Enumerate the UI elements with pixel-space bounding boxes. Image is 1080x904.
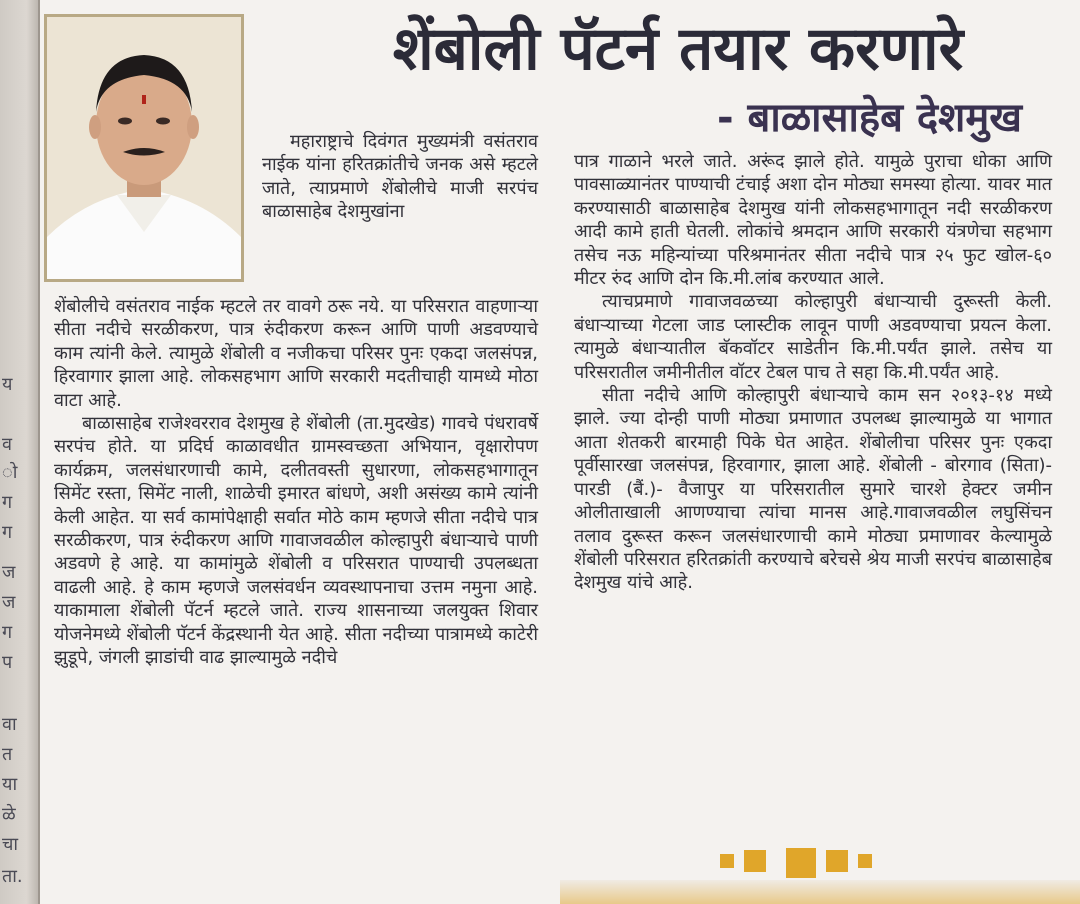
adjacent-article-strip bbox=[0, 0, 40, 904]
strip-char: ग bbox=[2, 492, 13, 513]
intro-paragraph bbox=[262, 130, 538, 224]
headline: शेंबोली पॅटर्न तयार करणारे bbox=[392, 14, 964, 84]
strip-char: ग bbox=[2, 622, 13, 643]
paragraph: त्याचप्रमाणे गावाजवळच्या कोल्हापुरी बंधाऱ्याची दुरूस्ती केली. बंधाऱ्याच्या गेटला जाड प्लास्टीक लावून पाणी अडवण्याचा प्रयत्न केला. त्यामुळे बंधाऱ्यातील बॅकवॉटर साडेतीन कि.मी.पर्यंत झाले. तसेच या परिसरातील जमीनीतील वॉटर टेबल पाच ते सहा कि.मी.पर्यंत आहे. bbox=[574, 291, 1052, 383]
ornament-square bbox=[858, 854, 872, 868]
paragraph: सीता नदीचे आणि कोल्हापुरी बंधाऱ्याचे काम सन २०१३-१४ मध्ये झाले. ज्या दोन्ही पाणी मोठ्या प्रमाणात उपलब्ध झाल्यामुळे या भागात आता शेतकरी बारमाही पिके घेत आहेत. शेंबोलीचा परिसर पुनः एकदा पूर्वीसारखा जलसंपन्न, हिरवागार, झाला आहे. शेंबोली - बोरगाव (सिता)- पारडी (बैं.)- वैजापुर या परिसरातील सुमारे चारशे हेक्टर जमीन ओलीताखाली आणण्याचा त्यांचा मानस आहे.गावाजवळील लघुसिंचन तलाव दुरूस्त करून जलसंधारणाची कामे मोठ्या प्रमाणावर केल्यामुळे शेंबोली परिसरात हरितक्रांती करण्याचे बरेचसे श्रेय माजी सरपंच बाळासाहेब देशमुख यांचे आहे. bbox=[574, 385, 1052, 594]
strip-char: व bbox=[2, 434, 13, 455]
right-column bbox=[574, 150, 1052, 595]
strip-char: ता. bbox=[2, 866, 23, 887]
ornament-square bbox=[720, 854, 734, 868]
strip-char: ळे bbox=[2, 804, 16, 825]
paragraph: शेंबोलीचे वसंतराव नाईक म्हटले तर वावगे ठरू नये. या परिसरात वाहणाऱ्या सीता नदीचे सरळीकरण, पात्र रुंदीकरण करून आणि पाणी अडवण्याचे काम त्यांनी केले. त्यामुळे शेंबोली व नजीकचा परिसर पुनः एकदा जलसंपन्न, हिरवागार झाला आहे. लोकसहभाग आणि सरकारी मदतीचाही यामध्ये मोठा वाटा आहे. bbox=[54, 296, 538, 411]
paragraph: पात्र गाळाने भरले जाते. अरूंद झाले होते. यामुळे पुराचा धोका आणि पावसाळ्यानंतर पाण्याची टंचाई अशा दोन मोठ्या समस्या होत्या. यावर मात करण्यासाठी बाळासाहेब देशमुख यांनी लोकसहभागातून नदी सरळीकरण आदी कामे हाती घेतली. लोकांचे श्रमदान आणि सरकारी यंत्रणेचा सहभाग तसेच नऊ महिन्यांच्या परिश्रमानंतर सीता नदीचे पात्र २५ फुट खोल-६० मीटर रुंद आणि दोन कि.मी.लांब करण्यात आले. bbox=[574, 151, 1052, 290]
portrait-illustration bbox=[47, 17, 241, 279]
byline: - बाळासाहेब देशमुख bbox=[717, 95, 1022, 141]
strip-char: ो bbox=[2, 462, 18, 483]
strip-char: त bbox=[2, 744, 13, 765]
ornament-square bbox=[744, 850, 766, 872]
strip-char: ज bbox=[2, 562, 16, 583]
bottom-edge bbox=[560, 880, 1080, 904]
strip-char: प bbox=[2, 652, 13, 673]
strip-char: ग bbox=[2, 522, 13, 543]
strip-char: या bbox=[2, 774, 18, 795]
strip-char: ज bbox=[2, 592, 16, 613]
left-column bbox=[54, 295, 538, 670]
strip-char: य bbox=[2, 374, 13, 395]
paragraph: बाळासाहेब राजेश्वरराव देशमुख हे शेंबोली (ता.मुदखेड) गावचे पंधरावर्षे सरपंच होते. या प्रदिर्घ काळावधीत ग्रामस्वच्छता अभियान, वृक्षारोपण कार्यक्रम, जलसंधारणाची कामे, दलीतवस्ती सुधारणा, लोकसहभागातून सिमेंट रस्ता, सिमेंट नाली, शाळेची इमारत बांधणे, अशी असंख्य कामे त्यांनी केली आहेत. या सर्व कामांपेक्षाही सर्वात मोठे काम म्हणजे सीता नदीचे पात्र सरळीकरण, पात्र रुंदीकरण आणि गावाजवळील कोल्हापुरी बंधाऱ्याचे पाणी अडवणे हे आहे. या कामांमुळे शेंबोली व परिसरात पाण्याची उपलब्धता वाढली आहे. हे काम म्हणजे जलसंवर्धन व्यवस्थापनाचा उत्तम नमुना आहे. याकामाला शेंबोली पॅटर्न म्हटले जाते. राज्य शासनाच्या जलयुक्त शिवार योजनेमध्ये शेंबोली पॅटर्न केंद्रस्थानी येत आहे. सीता नदीच्या पात्रामध्ये काटेरी झुडूपे, जंगली झाडांची वाढ झाल्यामुळे नदीचे bbox=[54, 413, 538, 669]
strip-char: वा bbox=[2, 714, 17, 735]
ornament-square bbox=[826, 850, 848, 872]
intro-text: महाराष्ट्राचे दिवंगत मुख्यमंत्री वसंतराव नाईक यांना हरितक्रांतीचे जनक असे म्हटले जाते, त्याप्रमाणे शेंबोलीचे माजी सरपंच बाळासाहेब देशमुखांना bbox=[262, 131, 538, 223]
decorative-squares bbox=[720, 848, 880, 878]
portrait-photo bbox=[44, 14, 244, 282]
strip-char: चा bbox=[2, 834, 19, 855]
ornament-square bbox=[786, 848, 816, 878]
